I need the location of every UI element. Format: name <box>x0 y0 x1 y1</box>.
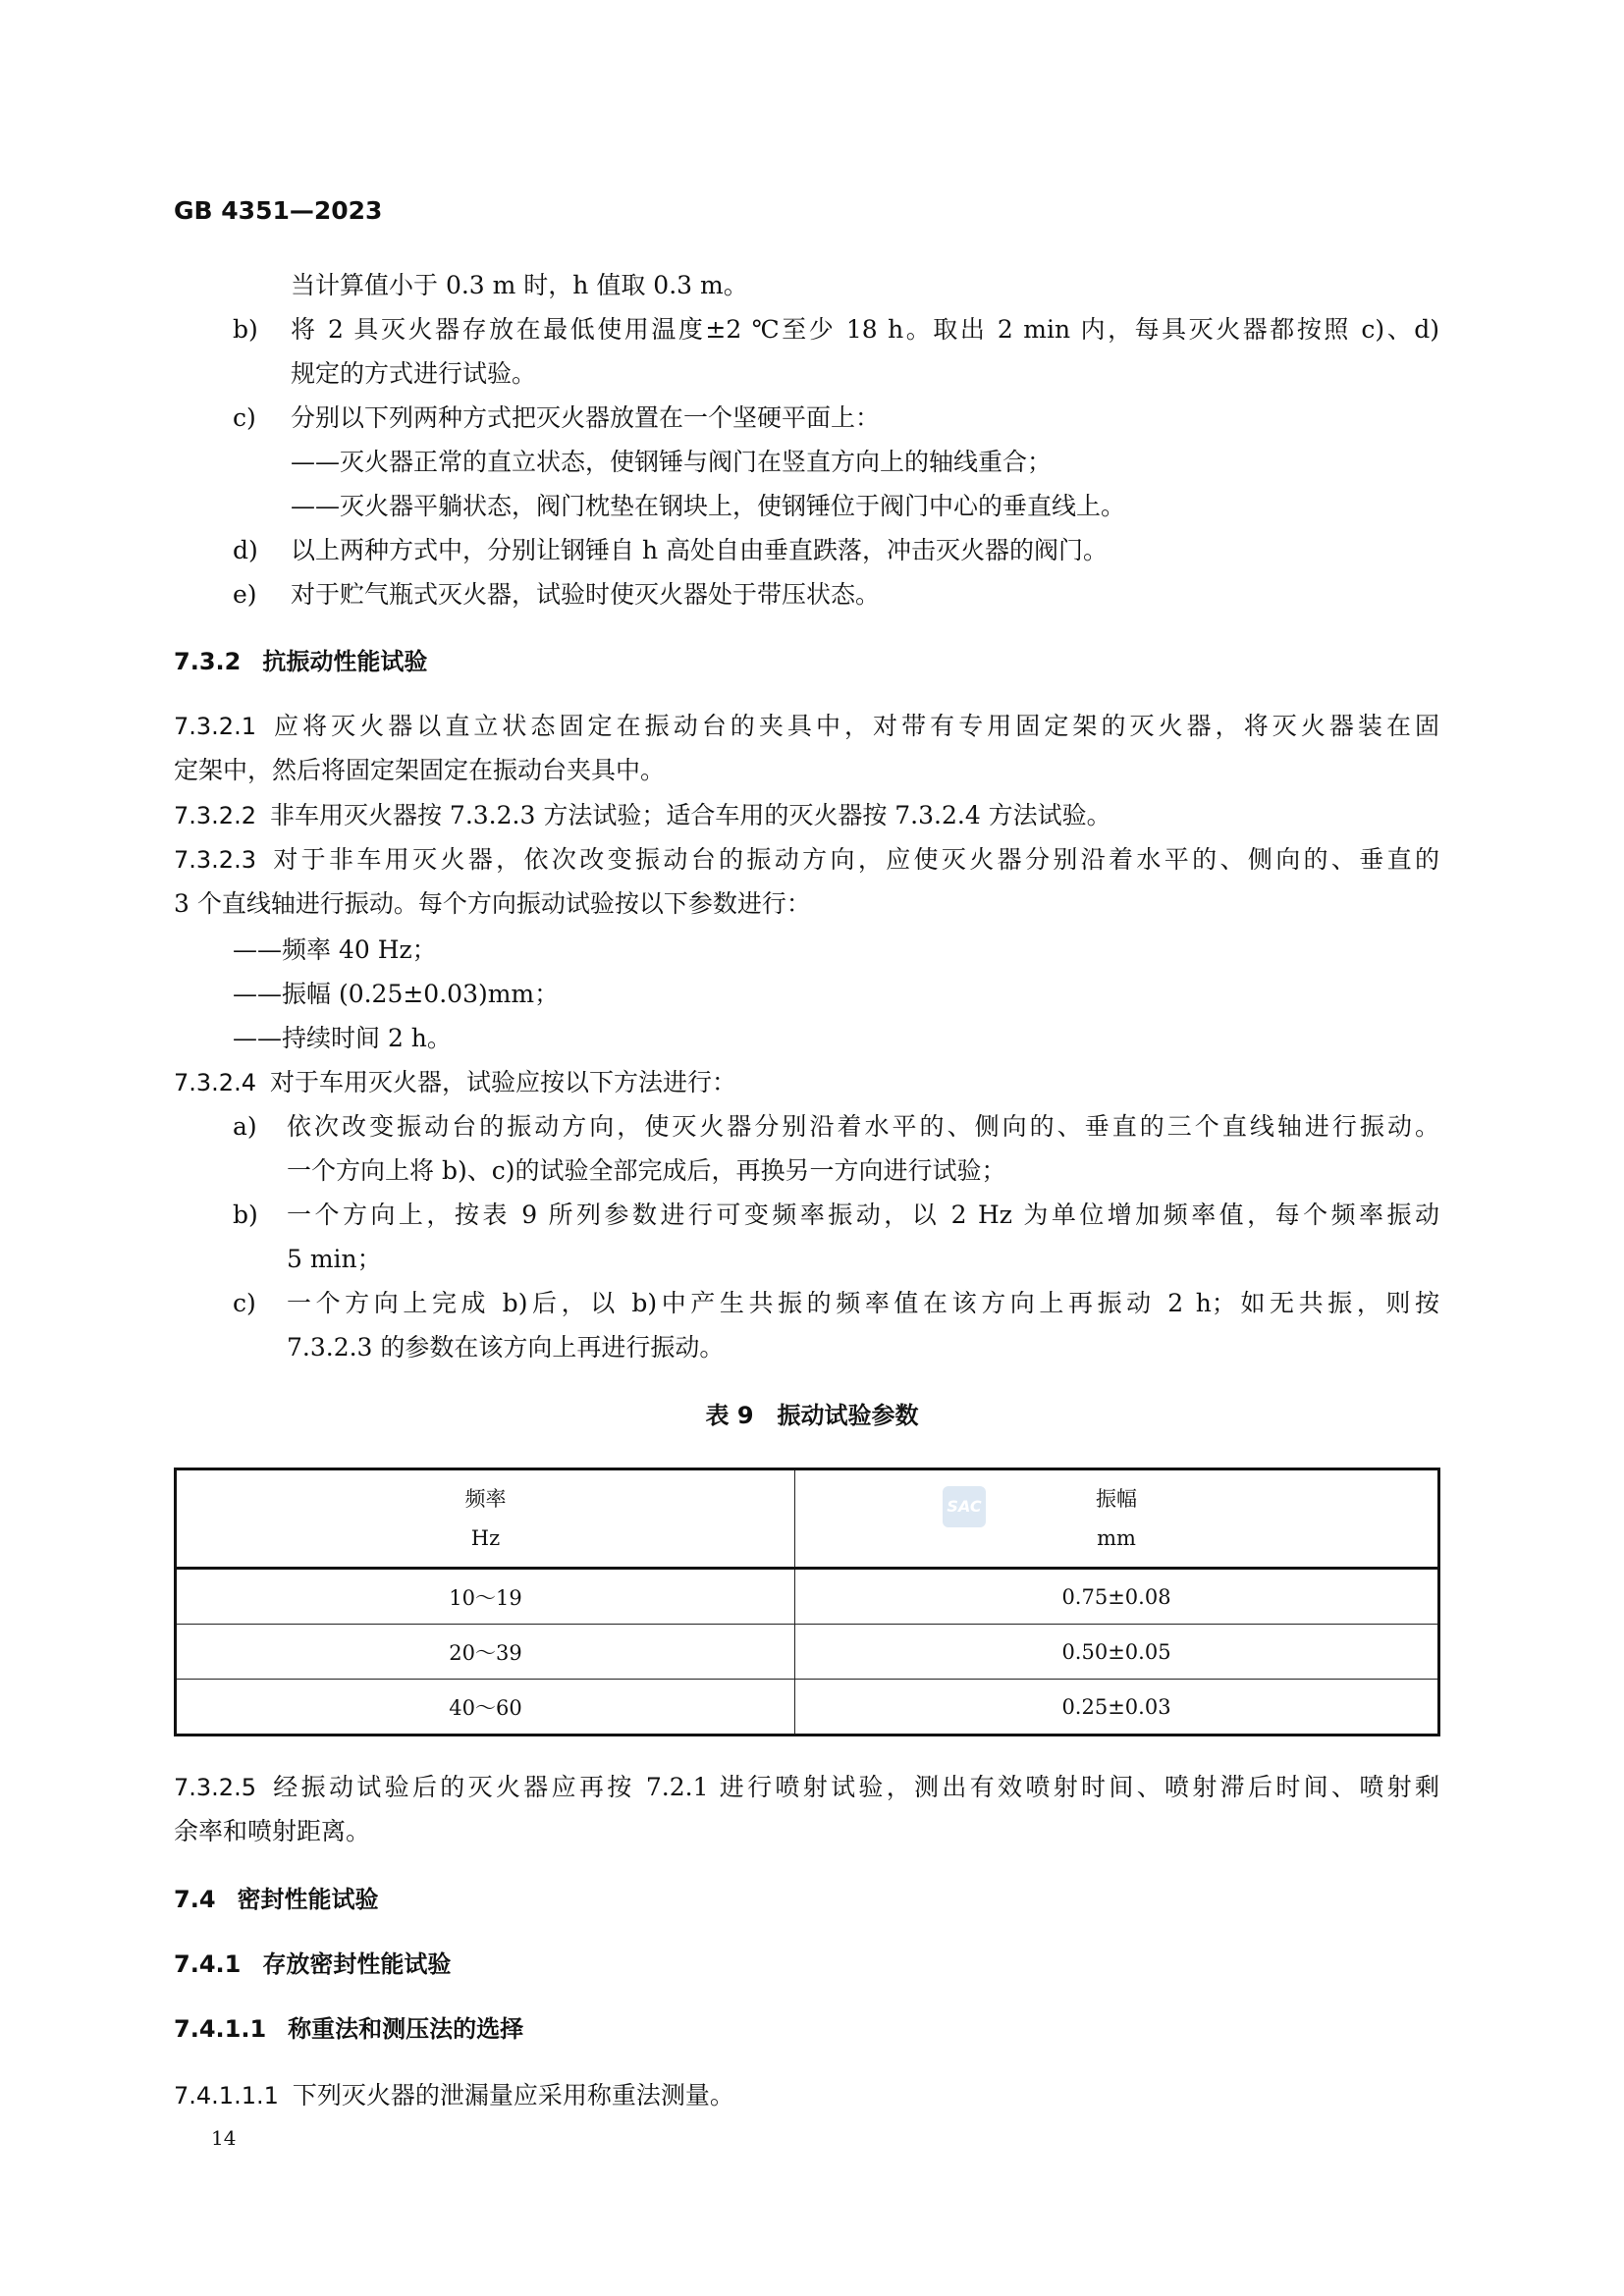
dash-item: ——频率 40 Hz； <box>233 935 437 964</box>
clause-number: 7.3.2.3 <box>174 846 256 874</box>
section-heading-7-4-1-1 <box>174 2009 523 2049</box>
table-row <box>176 1569 1439 1625</box>
table-cell: 0.75±0.08 <box>795 1569 1439 1625</box>
header-label: 频率 <box>464 1487 507 1511</box>
table-cell: 20～39 <box>176 1625 795 1680</box>
paragraph-line: 以上两种方式中，分别让钢锤自 h 高处自由垂直跌落，冲击灭火器的阀门。 <box>291 536 1108 564</box>
paragraph-line: 3 个直线轴进行振动。每个方向振动试验按以下参数进行： <box>174 889 811 918</box>
paragraph-line: 定架中，然后将固定架固定在振动台夹具中。 <box>174 756 666 784</box>
paragraph-line: 依次改变振动台的振动方向，使灭火器分别沿着水平的、侧向的、垂直的三个直线轴进行振动。 <box>287 1112 1439 1141</box>
section-title: 密封性能试验 <box>237 1886 379 1913</box>
dash-item: ——灭火器平躺状态，阀门枕垫在钢块上，使钢锤位于阀门中心的垂直线上。 <box>291 492 1126 520</box>
table-row <box>176 1680 1439 1735</box>
paragraph-line: 当计算值小于 0.3 m 时，h 值取 0.3 m。 <box>291 271 748 299</box>
dash-item: ——灭火器正常的直立状态，使钢锤与阀门在竖直方向上的轴线重合； <box>291 448 1053 476</box>
paragraph-line: 7.3.2.3 的参数在该方向上再进行振动。 <box>287 1333 725 1362</box>
page-number: 14 <box>211 2126 237 2150</box>
clause-text: 对于非车用灭火器，依次改变振动台的振动方向，应使灭火器分别沿着水平的、侧向的、垂直的 <box>269 845 1439 874</box>
table-cell: 40～60 <box>176 1680 795 1735</box>
section-number: 7.4.1 <box>174 1950 242 1978</box>
section-number: 7.4 <box>174 1886 216 1913</box>
table-cell: 0.25±0.03 <box>795 1680 1439 1735</box>
list-marker: a) <box>233 1112 257 1141</box>
header-cell <box>795 1469 1439 1569</box>
vibration-parameters-table <box>174 1468 1440 1736</box>
table-cell: 10～19 <box>176 1569 795 1625</box>
section-number: 7.3.2 <box>174 648 242 675</box>
paragraph-line: 余率和喷射距离。 <box>174 1817 371 1845</box>
standard-header: GB 4351—2023 <box>174 196 383 225</box>
paragraph-line: 一个方向上，按表 9 所列参数进行可变频率振动，以 2 Hz 为单位增加频率值，每个频率振动 <box>287 1201 1439 1229</box>
paragraph-line: 将 2 具灭火器存放在最低使用温度±2 ℃至少 18 h。取出 2 min 内，每具灭火器都按照 c)、d) <box>291 315 1439 344</box>
list-marker: c) <box>233 403 256 432</box>
paragraph-line <box>174 840 1439 880</box>
table-row <box>176 1625 1439 1680</box>
paragraph-line: 一个方向上完成 b)后，以 b)中产生共振的频率值在该方向上再振动 2 h；如无共振，则按 <box>287 1289 1439 1317</box>
table-caption: 表 9 振动试验参数 <box>705 1402 919 1429</box>
paragraph-line: 5 min； <box>287 1245 382 1273</box>
list-marker: c) <box>233 1289 256 1317</box>
section-heading-7-4-1 <box>174 1945 451 1984</box>
list-marker: b) <box>233 1201 258 1229</box>
list-marker: e) <box>233 580 257 609</box>
table-cell: 0.50±0.05 <box>795 1625 1439 1680</box>
header-unit: Hz <box>470 1526 501 1550</box>
paragraph-line: 规定的方式进行试验。 <box>291 359 537 388</box>
clause-text: 非车用灭火器按 7.3.2.3 方法试验；适合车用的灭火器按 7.3.2.4 方法试验。 <box>269 801 1111 829</box>
section-heading-7-4 <box>174 1880 379 1919</box>
clause-text: 下列灭火器的泄漏量应采用称重法测量。 <box>292 2081 734 2109</box>
section-number: 7.4.1.1 <box>174 2015 267 2043</box>
clause-number: 7.3.2.5 <box>174 1774 256 1801</box>
paragraph-line: 一个方向上将 b)、c)的试验全部完成后，再换另一方向进行试验； <box>287 1156 1006 1185</box>
section-heading-7-3-2 <box>174 642 427 681</box>
paragraph-line <box>174 1063 736 1102</box>
paragraph-line: 分别以下列两种方式把灭火器放置在一个坚硬平面上： <box>291 403 881 432</box>
sac-watermark-logo: SAC <box>943 1486 986 1527</box>
section-title: 抗振动性能试验 <box>262 648 428 675</box>
clause-number: 7.3.2.1 <box>174 713 256 740</box>
dash-item: ——振幅 (0.25±0.03)mm； <box>233 980 560 1008</box>
list-marker: b) <box>233 315 258 344</box>
table-header-row <box>176 1469 1439 1569</box>
clause-text: 应将灭火器以直立状态固定在振动台的夹具中，对带有专用固定架的灭火器，将灭火器装在固 <box>269 712 1439 740</box>
clause-number: 7.3.2.2 <box>174 802 256 829</box>
paragraph-line <box>174 1768 1439 1807</box>
clause-text: 对于车用灭火器，试验应按以下方法进行： <box>269 1068 736 1096</box>
section-title: 称重法和测压法的选择 <box>288 2015 524 2043</box>
clause-number: 7.3.2.4 <box>174 1069 256 1096</box>
list-marker: d) <box>233 536 258 564</box>
clause-text: 经振动试验后的灭火器应再按 7.2.1 进行喷射试验，测出有效喷射时间、喷射滞后时间、喷射剩 <box>269 1773 1439 1801</box>
header-cell <box>176 1469 795 1569</box>
paragraph-line <box>174 707 1439 746</box>
header-label: 振幅 <box>1096 1487 1137 1511</box>
dash-item: ——持续时间 2 h。 <box>233 1024 452 1052</box>
paragraph-line <box>174 796 1111 835</box>
header-unit: mm <box>1097 1526 1136 1550</box>
section-title: 存放密封性能试验 <box>262 1950 452 1978</box>
paragraph-line: 对于贮气瓶式灭火器，试验时使灭火器处于带压状态。 <box>291 580 881 609</box>
clause-number: 7.4.1.1.1 <box>174 2082 279 2109</box>
paragraph-line <box>174 2076 734 2115</box>
